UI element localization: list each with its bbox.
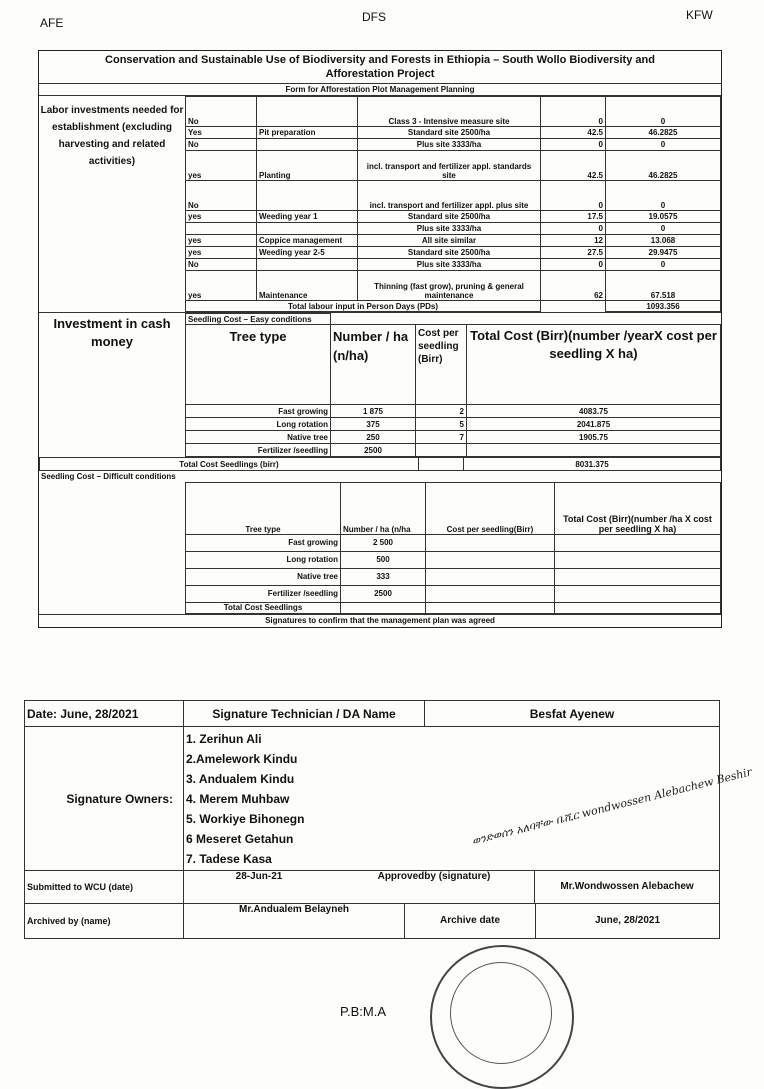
labor-row — [186, 259, 721, 271]
easy-header-row — [186, 325, 721, 405]
labor-flag: No — [186, 139, 257, 151]
approved-name: Mr.Wondwossen Alebachew — [534, 871, 719, 903]
labor-flag: Yes — [186, 127, 257, 139]
labor-row — [186, 127, 721, 139]
owner-item: 7. Tadese Kasa — [186, 852, 272, 866]
easy-total: 4083.75 — [467, 405, 721, 418]
labor-row — [186, 223, 721, 235]
easy-total: 2041.875 — [467, 418, 721, 431]
labor-cost: 67.518 — [606, 271, 721, 301]
labor-activity — [257, 223, 358, 235]
labor-pd: 17.5 — [541, 211, 606, 223]
labor-flag: yes — [186, 211, 257, 223]
easy-cost: 7 — [416, 431, 467, 444]
owner-item: 3. Andualem Kindu — [186, 772, 295, 786]
form-frame — [38, 50, 722, 628]
signature-block — [24, 700, 720, 940]
easy-row — [186, 418, 721, 431]
easy-total-value: 8031.375 — [464, 458, 721, 471]
labor-table — [185, 96, 721, 312]
easy-table — [185, 313, 721, 457]
labor-activity: Weeding year 2-5 — [257, 247, 358, 259]
diff-row — [39, 551, 721, 568]
signatures-confirm: Signatures to confirm that the management plan was agreed — [39, 614, 721, 627]
labor-desc: Class 3 - Intensive measure site — [358, 97, 541, 127]
diff-header-row — [39, 482, 721, 534]
archive-date: June, 28/2021 — [535, 904, 719, 938]
easy-row — [186, 405, 721, 418]
labor-desc: Standard site 2500/ha — [358, 127, 541, 139]
approved-label: Approvedby (signature) — [377, 871, 491, 882]
diff-number: 500 — [341, 551, 426, 568]
labor-desc: Standard site 2500/ha — [358, 247, 541, 259]
submitted-date: 28-Jun-21 — [235, 871, 283, 882]
easy-number: 1 875 — [331, 405, 416, 418]
labor-pd: 42.5 — [541, 127, 606, 139]
cash-section — [39, 312, 721, 457]
labor-total-value: 1093.356 — [606, 301, 721, 312]
labor-pd: 0 — [541, 139, 606, 151]
easy-type: Fast growing — [186, 405, 331, 418]
difficult-table — [39, 471, 721, 614]
labor-desc: Standard site 2500/ha — [358, 211, 541, 223]
labor-row — [186, 271, 721, 301]
labor-flag — [186, 223, 257, 235]
owner-item: 6 Meseret Getahun — [186, 832, 294, 846]
labor-desc: All site similar — [358, 235, 541, 247]
labor-activity: Maintenance — [257, 271, 358, 301]
official-stamp-inner — [450, 962, 552, 1064]
diff-type: Long rotation — [186, 551, 341, 568]
form-subtitle: Form for Afforestation Plot Management Planning — [39, 84, 721, 96]
owners-label: Signature Owners: — [25, 727, 184, 871]
tech-name: Besfat Ayenew — [425, 701, 720, 727]
labor-pd: 0 — [541, 259, 606, 271]
labor-flag: No — [186, 97, 257, 127]
easy-type: Long rotation — [186, 418, 331, 431]
labor-flag: yes — [186, 235, 257, 247]
diff-type: Fertilizer /seedling — [186, 585, 341, 602]
labor-flag: yes — [186, 247, 257, 259]
easy-total-table — [39, 457, 721, 471]
labor-flag: yes — [186, 271, 257, 301]
header-center: DFS — [362, 10, 386, 24]
easy-total-label: Total Cost Seedlings (birr) — [40, 458, 419, 471]
easy-cost: 5 — [416, 418, 467, 431]
owner-item: 2.Amelework Kindu — [186, 752, 298, 766]
tech-label: Signature Technician / DA Name — [184, 701, 425, 727]
labor-row — [186, 151, 721, 181]
easy-header-total: Total Cost (Birr)(number /yearX cost per seedling X ha) — [467, 325, 721, 405]
labor-desc: incl. transport and fertilizer appl. plus site — [358, 181, 541, 211]
easy-header-cost: Cost per seedling (Birr) — [416, 325, 467, 405]
labor-cost: 0 — [606, 139, 721, 151]
diff-header-cost: Cost per seedling(Birr) — [426, 482, 555, 534]
easy-cost — [416, 444, 467, 457]
easy-cost: 2 — [416, 405, 467, 418]
easy-total — [467, 444, 721, 457]
labor-desc: Plus site 3333/ha — [358, 139, 541, 151]
owner-item: 1. Zerihun Ali — [186, 732, 262, 746]
easy-type: Fertilizer /seedling — [186, 444, 331, 457]
easy-number: 375 — [331, 418, 416, 431]
header-left: AFE — [40, 16, 64, 30]
diff-number: 2 500 — [341, 534, 426, 551]
handwritten-signature: ወንድወሰን አለባቸው ቤሺር wondwossen Alebachew Beshir — [470, 765, 754, 848]
labor-activity: Planting — [257, 151, 358, 181]
labor-pd: 42.5 — [541, 151, 606, 181]
easy-number: 250 — [331, 431, 416, 444]
easy-total: 1905.75 — [467, 431, 721, 444]
labor-desc: Thinning (fast grow), pruning & general maintenance — [358, 271, 541, 301]
labor-row — [186, 181, 721, 211]
diff-total-label: Total Cost Seedlings — [186, 602, 341, 613]
labor-cost: 13.068 — [606, 235, 721, 247]
diff-header-tree: Tree type — [186, 482, 341, 534]
labor-cost: 0 — [606, 223, 721, 235]
archived-name: Mr.Andualem Belayneh — [238, 904, 350, 915]
labor-flag: No — [186, 181, 257, 211]
labor-activity: Pit preparation — [257, 127, 358, 139]
labor-pd: 12 — [541, 235, 606, 247]
cash-label: Investment in cash money — [53, 316, 171, 349]
sign-date: Date: June, 28/2021 — [25, 701, 184, 727]
labor-section — [39, 96, 721, 312]
labor-desc: Plus site 3333/ha — [358, 223, 541, 235]
labor-total-row — [186, 301, 721, 312]
labor-pd: 62 — [541, 271, 606, 301]
labor-cost: 0 — [606, 97, 721, 127]
easy-row — [186, 444, 721, 457]
easy-title: Seedling Cost – Easy conditions — [186, 314, 331, 325]
diff-row — [39, 534, 721, 551]
labor-activity — [257, 259, 358, 271]
footer-text: P.B:M.A — [340, 1004, 387, 1019]
diff-header-number: Number / ha (n/ha — [341, 482, 426, 534]
labor-cost: 46.2825 — [606, 127, 721, 139]
diff-type: Native tree — [186, 568, 341, 585]
submitted-label: Submitted to WCU (date) — [25, 871, 184, 904]
labor-pd: 27.5 — [541, 247, 606, 259]
labor-total-label: Total labour input in Person Days (PDs) — [186, 301, 541, 312]
labor-cost: 19.0575 — [606, 211, 721, 223]
easy-header-number: Number / ha (n/ha) — [331, 325, 416, 405]
labor-desc: incl. transport and fertilizer appl. standards site — [358, 151, 541, 181]
easy-type: Native tree — [186, 431, 331, 444]
labor-label: Labor investments needed for establishment (excluding harvesting and related activities) — [40, 105, 184, 167]
labor-activity: Weeding year 1 — [257, 211, 358, 223]
labor-flag: yes — [186, 151, 257, 181]
diff-number: 333 — [341, 568, 426, 585]
diff-row — [39, 585, 721, 602]
diff-number: 2500 — [341, 585, 426, 602]
labor-activity — [257, 139, 358, 151]
difficult-title: Seedling Cost – Difficult conditions — [41, 472, 176, 481]
labor-cost: 0 — [606, 259, 721, 271]
labor-row — [186, 235, 721, 247]
labor-pd: 0 — [541, 97, 606, 127]
header-right: KFW — [686, 8, 713, 22]
labor-pd: 0 — [541, 181, 606, 211]
labor-row — [186, 97, 721, 127]
owner-item: 5. Workiye Bihonegn — [186, 812, 305, 826]
labor-pd: 0 — [541, 223, 606, 235]
form-title: Conservation and Sustainable Use of Biodiversity and Forests in Ethiopia – South Wollo Biodiversity and Afforestation Project — [39, 51, 721, 84]
labor-row — [186, 139, 721, 151]
labor-cost: 29.9475 — [606, 247, 721, 259]
labor-row — [186, 211, 721, 223]
labor-activity — [257, 97, 358, 127]
labor-desc: Plus site 3333/ha — [358, 259, 541, 271]
archived-label: Archived by (name) — [25, 904, 184, 939]
labor-activity: Coppice management — [257, 235, 358, 247]
diff-type: Fast growing — [186, 534, 341, 551]
easy-number: 2500 — [331, 444, 416, 457]
easy-header-tree: Tree type — [186, 325, 331, 405]
easy-row — [186, 431, 721, 444]
diff-row — [39, 568, 721, 585]
owner-item: 4. Merem Muhbaw — [186, 792, 290, 806]
diff-header-total: Total Cost (Birr)(number /ha X cost per seedling X ha) — [555, 482, 721, 534]
labor-cost: 0 — [606, 181, 721, 211]
labor-cost: 46.2825 — [606, 151, 721, 181]
archive-date-label: Archive date — [404, 904, 535, 938]
labor-row — [186, 247, 721, 259]
labor-flag: No — [186, 259, 257, 271]
labor-activity — [257, 181, 358, 211]
